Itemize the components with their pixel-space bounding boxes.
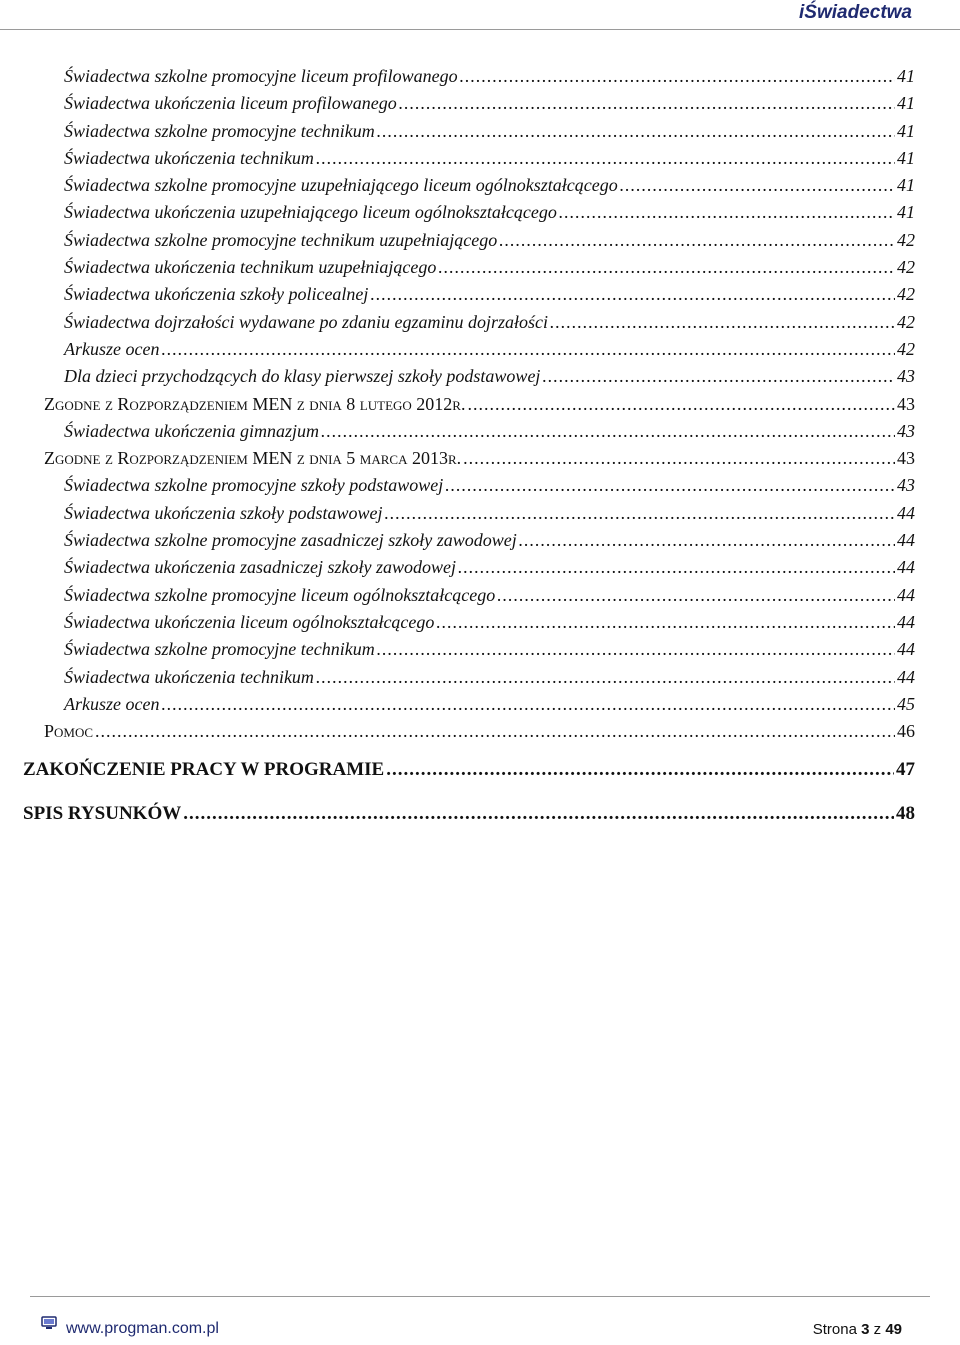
toc-entry[interactable] (0, 418, 960, 445)
toc-entry-title: Świadectwa ukończenia technikum uzupełniającego (64, 257, 437, 278)
toc-entry-title: Świadectwa ukończenia uzupełniającego liceum ogólnokształcącego (64, 202, 557, 223)
toc-dot-leader (438, 254, 895, 281)
toc-dot-leader (499, 227, 895, 254)
toc-entry[interactable] (0, 500, 960, 527)
toc-entry-page: 42 (897, 284, 915, 305)
toc-entry-page: 42 (897, 338, 915, 359)
toc-dot-leader (467, 391, 895, 418)
toc-entry[interactable] (0, 554, 960, 581)
toc-entry-page: 41 (897, 175, 915, 196)
toc-entry[interactable] (0, 199, 960, 226)
toc-entry-title: Świadectwa szkolne promocyjne technikum (64, 639, 375, 660)
toc-entry-page: 41 (897, 66, 915, 86)
toc-entry-title: Świadectwa ukończenia liceum ogólnokształcącego (64, 611, 435, 632)
toc-dot-leader (161, 691, 895, 718)
toc-entry-title: Arkusze ocen (64, 338, 160, 359)
toc-entry-page: 46 (897, 721, 915, 742)
toc-dot-leader (436, 609, 895, 636)
toc-entry[interactable] (0, 391, 960, 418)
footer-page-number (813, 1321, 902, 1338)
toc-entry-page: 47 (896, 759, 915, 781)
toc-dot-leader (386, 751, 894, 789)
toc-entry-page: 44 (897, 639, 915, 660)
page-prefix: Strona (812, 1321, 857, 1338)
toc-entry-page: 44 (897, 584, 915, 605)
toc-dot-leader (620, 172, 895, 199)
toc-entry[interactable] (0, 636, 960, 663)
toc-entry-page: 44 (897, 557, 915, 578)
toc-dot-leader (95, 718, 895, 745)
toc-entry-title: Świadectwa szkolne promocyjne zasadniczej szkoły zawodowej (64, 530, 517, 551)
toc-dot-leader (377, 118, 895, 145)
toc-entry[interactable] (0, 281, 960, 308)
toc-entry-title: Świadectwa ukończenia szkoły policealnej (64, 284, 369, 305)
toc-dot-leader (316, 664, 895, 691)
toc-entry-title: Arkusze ocen (64, 693, 160, 714)
toc-entry[interactable] (0, 609, 960, 636)
toc-entry-page: 48 (896, 803, 915, 825)
toc-entry[interactable] (0, 309, 960, 336)
toc-entry[interactable] (0, 363, 960, 390)
header-divider (0, 29, 960, 30)
toc-dot-leader (370, 281, 895, 308)
toc-dot-leader (321, 418, 895, 445)
toc-entry-title: Zgodne z Rozporządzeniem MEN z dnia 8 lutego 2012r. (44, 393, 466, 414)
toc-entry-title: Świadectwa dojrzałości wydawane po zdaniu egzaminu dojrzałości (64, 311, 548, 332)
toc-dot-leader (463, 445, 895, 472)
toc-entry-title: Zgodne z Rozporządzeniem MEN z dnia 5 marca 2013r. (44, 448, 462, 469)
toc-entry-title: Świadectwa ukończenia szkoły podstawowej (64, 502, 383, 523)
toc-entry-page: 43 (897, 475, 915, 496)
toc-dot-leader (316, 145, 895, 172)
toc-entry-title: ZAKOŃCZENIE PRACY W PROGRAMIE (23, 759, 385, 781)
toc-dot-leader (384, 500, 895, 527)
toc-entry-title: Świadectwa ukończenia technikum (64, 666, 314, 687)
toc-entry-page: 44 (897, 502, 915, 523)
toc-dot-leader (183, 795, 894, 833)
toc-dot-leader (399, 90, 895, 117)
toc-dot-leader (161, 336, 895, 363)
toc-entry[interactable] (0, 664, 960, 691)
toc-entry[interactable] (0, 691, 960, 718)
toc-entry-page: 45 (897, 693, 915, 714)
toc-entry[interactable] (0, 118, 960, 145)
toc-entry[interactable] (0, 472, 960, 499)
toc-entry[interactable] (0, 527, 960, 554)
toc-entry-page: 42 (897, 257, 915, 278)
page-header (0, 0, 960, 30)
computer-icon (41, 1316, 57, 1330)
toc-entry-title: Świadectwa szkolne promocyjne uzupełniającego liceum ogólnokształcącego (64, 175, 618, 196)
page-current: 3 (861, 1321, 870, 1338)
toc-entry-title: Świadectwa ukończenia technikum (64, 147, 314, 168)
toc-entry-title: Świadectwa ukończenia liceum profilowanego (64, 93, 397, 114)
toc-entry-title: Świadectwa szkolne promocyjne technikum uzupełniającego (64, 229, 498, 250)
toc-entry-page: 44 (897, 530, 915, 551)
toc-entry-page: 42 (897, 311, 915, 332)
page-separator: z (873, 1321, 882, 1338)
toc-entry-title: Świadectwa szkolne promocyjne technikum (64, 120, 375, 141)
page-total: 49 (885, 1321, 902, 1338)
toc-entry-title: Świadectwa szkolne promocyjne liceum ogólnokształcącego (64, 584, 496, 605)
table-of-contents (0, 63, 960, 833)
toc-entry[interactable] (0, 445, 960, 472)
toc-entry-page: 44 (897, 666, 915, 687)
toc-entry-title: Świadectwa ukończenia gimnazjum (64, 420, 319, 441)
toc-entry[interactable] (0, 172, 960, 199)
toc-entry[interactable] (0, 336, 960, 363)
toc-entry[interactable] (0, 582, 960, 609)
toc-entry[interactable] (0, 227, 960, 254)
toc-dot-leader (550, 309, 895, 336)
toc-entry-title: Świadectwa ukończenia zasadniczej szkoły zawodowej (64, 557, 456, 578)
toc-entry[interactable] (0, 751, 960, 789)
toc-dot-leader (445, 472, 895, 499)
toc-entry-page: 41 (897, 147, 915, 168)
toc-entry-title: Pomoc (44, 721, 94, 742)
toc-entry-title: SPIS RYSUNKÓW (23, 803, 182, 825)
toc-dot-leader (377, 636, 895, 663)
toc-dot-leader (458, 554, 895, 581)
toc-entry-title: Świadectwa szkolne promocyjne szkoły podstawowej (64, 475, 444, 496)
toc-dot-leader (559, 199, 895, 226)
page-footer (0, 1296, 960, 1345)
toc-entry-title: Dla dzieci przychodzących do klasy pierwszej szkoły podstawowej (64, 366, 541, 387)
toc-dot-leader (519, 527, 895, 554)
toc-entry-page: 44 (897, 611, 915, 632)
toc-entry-page: 41 (897, 93, 915, 114)
toc-dot-leader (497, 582, 895, 609)
footer-divider (30, 1296, 930, 1297)
toc-entry[interactable] (0, 145, 960, 172)
toc-entry-page: 41 (897, 202, 915, 223)
toc-entry[interactable] (0, 63, 960, 90)
toc-entry-page: 43 (897, 448, 915, 469)
toc-entry-page: 42 (897, 229, 915, 250)
footer-website-link[interactable]: www.progman.com.pl (66, 1320, 219, 1337)
toc-entry-title: Świadectwa szkolne promocyjne liceum profilowanego (64, 66, 458, 86)
toc-entry[interactable] (0, 254, 960, 281)
toc-entry-page: 43 (897, 393, 915, 414)
toc-entry[interactable] (0, 718, 960, 745)
toc-entry[interactable] (0, 795, 960, 833)
toc-entry-page: 43 (897, 420, 915, 441)
header-title: iŚwiadectwa (799, 2, 912, 23)
toc-dot-leader (542, 363, 895, 390)
toc-entry-page: 41 (897, 120, 915, 141)
toc-entry-page: 43 (897, 366, 915, 387)
toc-dot-leader (460, 63, 895, 90)
toc-entry[interactable] (0, 90, 960, 117)
